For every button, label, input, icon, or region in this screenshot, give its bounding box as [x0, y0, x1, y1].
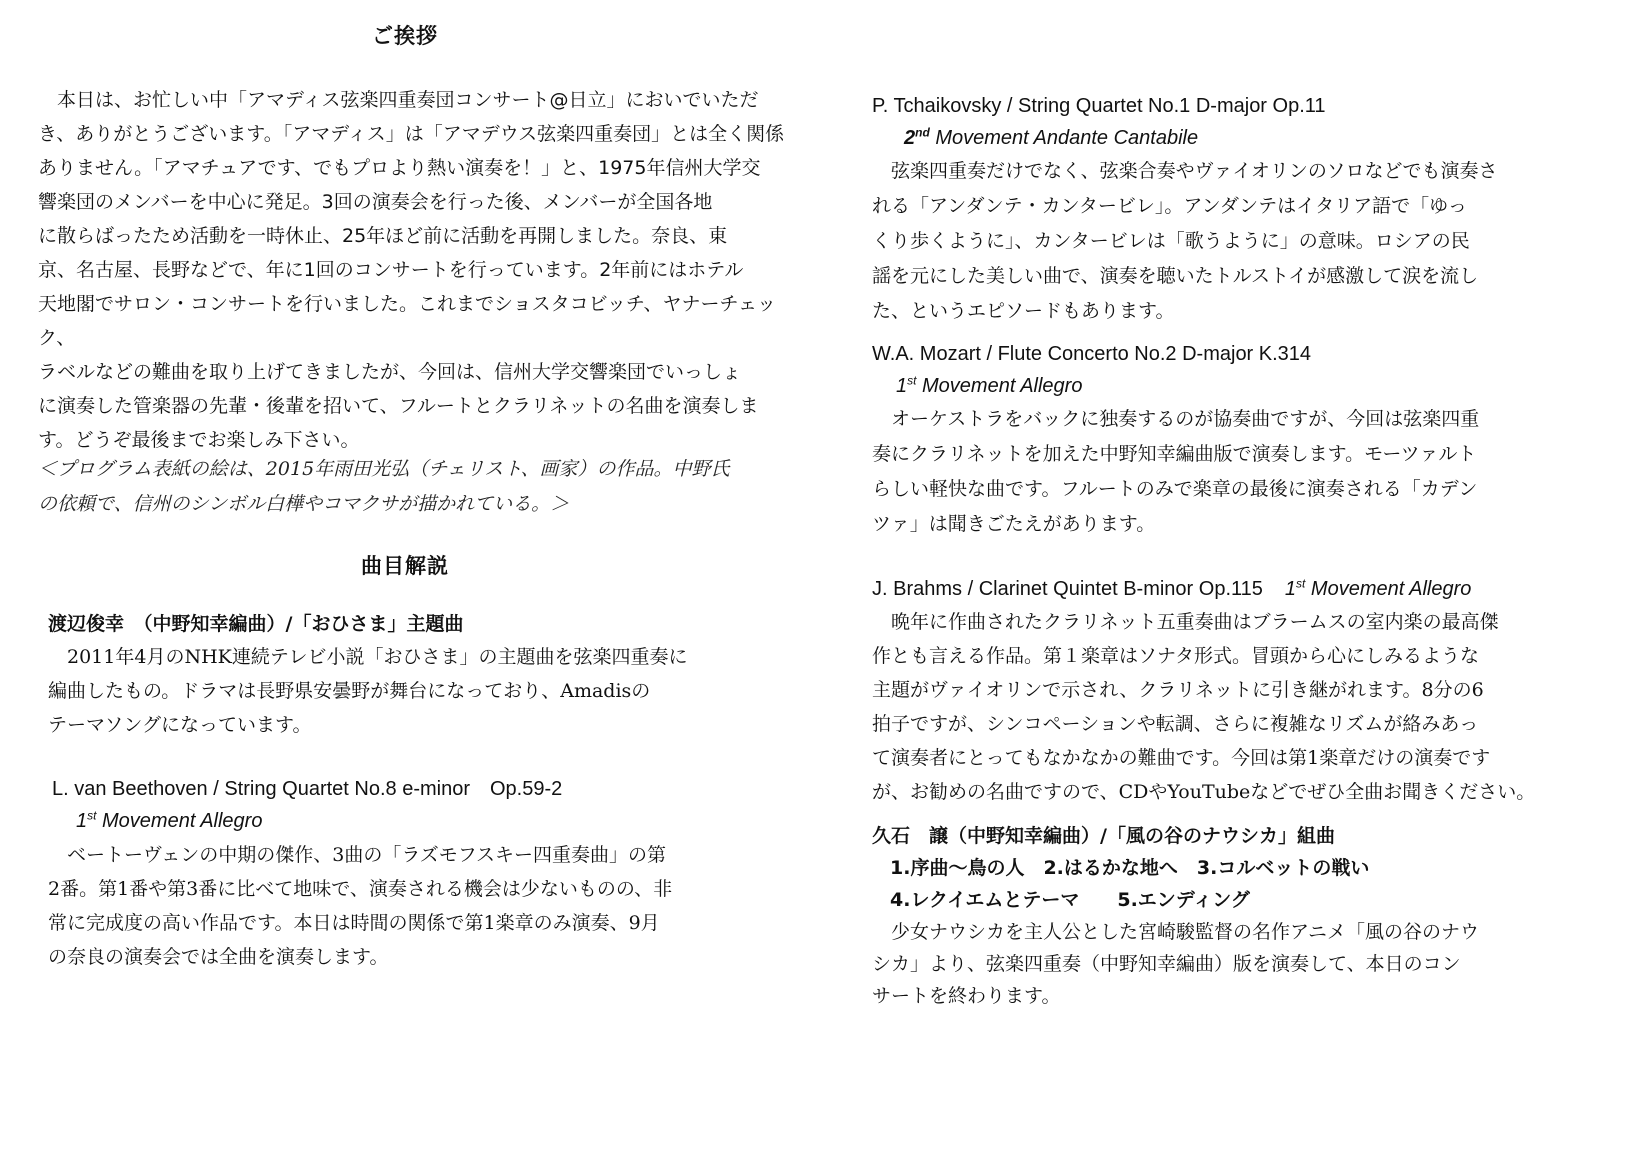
cover-art-note [38, 452, 798, 522]
suite-list-line: 1.序曲～鳥の人 2.はるかな地へ 3.コルベットの戦い [890, 857, 1370, 879]
piece-desc-line: 作とも言える作品。第１楽章はソナタ形式。冒頭から心にしみるような [872, 645, 1480, 667]
movement-line [872, 370, 1612, 402]
piece-brahms [872, 573, 1632, 809]
piece-desc-line: らしい軽快な曲です。フルートのみで楽章の最後に演奏される「カデン [872, 478, 1478, 500]
piece-desc-line: て演奏者にとってもなかなかの難曲です。今回は第1楽章だけの演奏です [872, 747, 1491, 769]
piece-desc-line: サートを終わります。 [872, 985, 1061, 1007]
piece-desc-line: の奈良の演奏会では全曲を演奏します。 [48, 946, 389, 968]
piece-desc-line: シカ」より、弦楽四重奏（中野知幸編曲）版を演奏して、本日のコン [872, 953, 1461, 975]
movement-number: 1 [896, 375, 908, 397]
movement-text: Movement Andante Cantabile [929, 127, 1199, 149]
piece-desc-line: 常に完成度の高い作品です。本日は時間の関係で第1楽章のみ演奏、9月 [48, 912, 660, 934]
piece-title: J. Brahms / Clarinet Quintet B-minor Op.115 [872, 578, 1263, 600]
movement-text: Movement Allegro [96, 810, 263, 832]
piece-desc-line: 2011年4月のNHK連続テレビ小説「おひさま」の主題曲を弦楽四重奏に [48, 646, 688, 668]
piece-desc-line: 弦楽四重奏だけでなく、弦楽合奏やヴァイオリンのソロなどでも演奏さ [872, 160, 1498, 182]
piece-title: L. van Beethoven / String Quartet No.8 e-minor Op.59-2 [52, 778, 563, 800]
movement-ordinal: st [87, 808, 97, 823]
greeting-line: に散らばったため活動を一時休止、25年ほど前に活動を再開しました。奈良、東 [38, 225, 728, 247]
piece-desc-line: が、お勧めの名曲ですので、CDやYouTubeなどでぜひ全曲お聞きください。 [872, 781, 1536, 803]
piece-desc-line: 2番。第1番や第3番に比べて地味で、演奏される機会は少ないものの、非 [48, 878, 673, 900]
piece-desc-line: 謡を元にした美しい曲で、演奏を聴いたトルストイが感激して涙を流し [872, 265, 1479, 287]
piece-desc-line: ツァ」は聞きごたえがあります。 [872, 513, 1156, 535]
piece-tchaikovsky [872, 90, 1612, 329]
piece-title: P. Tchaikovsky / String Quartet No.1 D-major Op.11 [872, 95, 1326, 117]
piece-desc-line: 奏にクラリネットを加えた中野知幸編曲版で演奏します。モーツァルト [872, 443, 1477, 465]
piece-title: W.A. Mozart / Flute Concerto No.2 D-major K.314 [872, 343, 1312, 365]
piece-desc-line: ベートーヴェンの中期の傑作、3曲の「ラズモフスキー四重奏曲」の第 [48, 844, 667, 866]
movement-line [1263, 578, 1471, 600]
piece-desc-line: 主題がヴァイオリンで示され、クラリネットに引き継がれます。8分の6 [872, 679, 1484, 701]
greeting-heading: ご挨拶 [372, 24, 438, 48]
greeting-line: 天地閣でサロン・コンサートを行いました。これまでショスタコビッチ、ヤナーチェック、 [38, 293, 776, 349]
piece-beethoven [52, 773, 812, 837]
piece-mozart [872, 338, 1612, 542]
movement-line [52, 805, 812, 837]
movement-number: 1 [76, 810, 88, 832]
note-line: ＜プログラム表紙の絵は、2015年雨田光弘（チェリスト、画家）の作品。中野氏 [38, 458, 730, 480]
commentary-heading: 曲目解説 [361, 554, 449, 578]
piece-beethoven-desc [48, 838, 808, 974]
greeting-line: に演奏した管楽器の先輩・後輩を招いて、フルートとクラリネットの名曲を演奏しま [38, 395, 759, 417]
piece-desc-line: 拍子ですが、シンコペーションや転調、さらに複雑なリズムが絡みあっ [872, 713, 1479, 735]
piece-desc-line: オーケストラをバックに独奏するのが協奏曲ですが、今回は弦楽四重 [872, 408, 1480, 430]
greeting-text [38, 83, 798, 457]
piece-nausicaa [872, 820, 1612, 1012]
piece-title: 久石 譲（中野知幸編曲）/「風の谷のナウシカ」組曲 [872, 825, 1335, 847]
piece-desc-line: れる「アンダンテ・カンタービレ」。アンダンテはイタリア語で「ゆっ [872, 195, 1467, 217]
movement-number: 1 [1284, 578, 1297, 600]
greeting-line: き、ありがとうございます。「アマディス」は「アマデウス弦楽四重奏団」とは全く関係 [38, 123, 785, 145]
greeting-line: 京、名古屋、長野などで、年に1回のコンサートを行っています。2年前にはホテル [38, 259, 744, 281]
greeting-line: す。どうぞ最後までお楽しみ下さい。 [38, 429, 360, 451]
movement-ordinal: st [907, 373, 917, 388]
movement-number: 2 [904, 127, 916, 149]
movement-text: Movement Allegro [1305, 578, 1472, 600]
piece-desc-line: テーマソングになっています。 [48, 714, 312, 736]
movement-line [872, 122, 1612, 154]
piece-title-line [872, 573, 1632, 605]
movement-ordinal: st [1296, 576, 1306, 591]
piece-desc-line: 晩年に作曲されたクラリネット五重奏曲はブラームスの室内楽の最高傑 [872, 611, 1499, 633]
piece-desc-line: た、というエピソードもあります。 [872, 300, 1175, 322]
greeting-line: ラベルなどの難曲を取り上げてきましたが、今回は、信州大学交響楽団でいっしょ [38, 361, 742, 383]
movement-ordinal: nd [915, 125, 930, 140]
greeting-line: ありません。「アマチュアです、でもプロより熱い演奏を！」と、1975年信州大学交 [38, 157, 761, 179]
suite-list-line: 4.レクイエムとテーマ 5.エンディング [890, 889, 1250, 911]
piece-title: 渡辺俊幸 （中野知幸編曲）/「おひさま」主題曲 [48, 613, 464, 635]
piece-ohisama [48, 608, 808, 742]
piece-desc-line: くり歩くように」、カンタービレは「歌うように」の意味。ロシアの民 [872, 230, 1470, 252]
greeting-line: 本日は、お忙しい中「アマディス弦楽四重奏団コンサート@日立」においでいただ [38, 89, 759, 111]
note-line: の依頼で、信州のシンボル白樺やコマクサが描かれている。＞ [38, 493, 570, 515]
piece-desc-line: 少女ナウシカを主人公とした宮崎駿監督の名作アニメ「風の谷のナウ [872, 921, 1480, 943]
greeting-line: 響楽団のメンバーを中心に発足。3回の演奏会を行った後、メンバーが全国各地 [38, 191, 713, 213]
piece-desc-line: 編曲したもの。ドラマは長野県安曇野が舞台になっており、Amadisの [48, 680, 651, 702]
movement-text: Movement Allegro [916, 375, 1083, 397]
